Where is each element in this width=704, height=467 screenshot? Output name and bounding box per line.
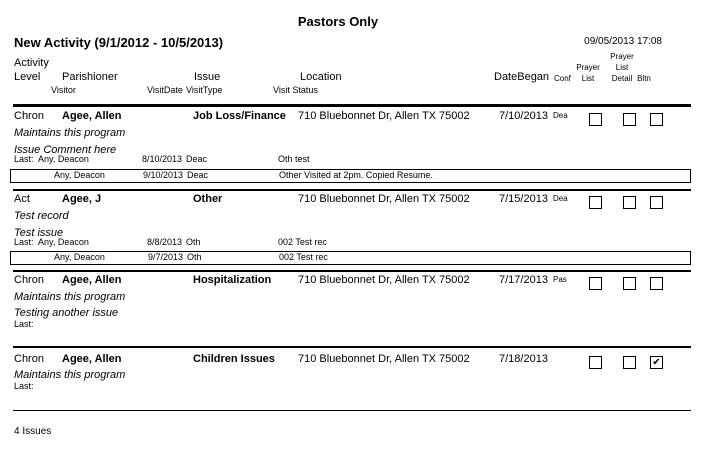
col-prayer-list-line2: List	[581, 74, 595, 83]
col-location: Location	[300, 71, 342, 83]
last-label: Last:	[14, 319, 34, 329]
activity-level: Chron	[14, 274, 44, 286]
boxed-visit-visitor: Any, Deacon	[54, 252, 105, 262]
record-separator	[13, 270, 691, 272]
last-label: Last:	[14, 154, 34, 164]
boxed-visit-status: Other Visited at 2pm. Copied Resume.	[279, 170, 433, 180]
prayer-list-checkbox[interactable]	[589, 196, 602, 209]
location-text: 710 Bluebonnet Dr, Allen TX 75002	[298, 353, 470, 365]
prayer-list-checkbox[interactable]	[589, 113, 602, 126]
col-parishioner: Parishioner	[62, 71, 118, 83]
boxed-visit-date: 9/10/2013	[142, 170, 183, 180]
activity-level: Chron	[14, 110, 44, 122]
location-text: 710 Bluebonnet Dr, Allen TX 75002	[298, 193, 470, 205]
boxed-visit-visitor: Any, Deacon	[54, 170, 105, 180]
bltn-checkbox[interactable]	[650, 277, 663, 290]
prayer-detail-checkbox[interactable]	[623, 277, 636, 290]
issue-name: Job Loss/Finance	[193, 110, 286, 122]
issue-name: Other	[193, 193, 223, 205]
col-prayer-detail-line1: Prayer	[610, 52, 634, 61]
col-visit-date: VisitDate	[147, 85, 183, 95]
comment-line-1: Maintains this program	[14, 369, 126, 381]
col-bltn: Bltn	[637, 74, 651, 83]
col-conf: Conf	[554, 74, 571, 83]
conf-code: Pas	[553, 275, 567, 284]
location-text: 710 Bluebonnet Dr, Allen TX 75002	[298, 274, 470, 286]
comment-line-1: Test record	[14, 210, 69, 222]
col-prayer-list-line1: Prayer	[576, 63, 600, 72]
col-prayer-detail-line2: List	[615, 63, 629, 72]
col-visitor: Visitor	[51, 85, 76, 95]
header-rule	[13, 104, 691, 107]
prayer-detail-checkbox[interactable]	[623, 113, 636, 126]
report-title: New Activity (9/1/2012 - 10/5/2013)	[14, 35, 224, 50]
col-prayer-detail-line3: Detail	[611, 74, 633, 83]
comment-line-2: Testing another issue	[14, 307, 119, 319]
prayer-detail-checkbox[interactable]	[623, 196, 636, 209]
bltn-checkbox[interactable]: ✔	[650, 356, 663, 369]
conf-code: Dea	[553, 194, 568, 203]
prayer-detail-checkbox[interactable]	[623, 356, 636, 369]
recent-visit-box	[10, 251, 691, 265]
prayer-list-checkbox[interactable]	[589, 356, 602, 369]
date-began-value: 7/17/2013	[499, 274, 548, 286]
record-separator	[13, 346, 691, 348]
bltn-checkbox[interactable]	[650, 113, 663, 126]
col-visit-type: VisitType	[186, 85, 223, 95]
col-activity-line2: Level	[14, 71, 41, 83]
report-timestamp: 09/05/2013 17:08	[584, 36, 662, 47]
comment-line-1: Maintains this program	[14, 291, 126, 303]
activity-level: Chron	[14, 353, 44, 365]
last-visit-date: 8/8/2013	[146, 237, 182, 247]
date-began-value: 7/15/2013	[499, 193, 548, 205]
issue-count: 4 Issues	[14, 426, 52, 437]
last-visit-status: Oth test	[278, 154, 310, 164]
last-label: Last:	[14, 381, 34, 391]
date-began-value: 7/10/2013	[499, 110, 548, 122]
page-title: Pastors Only	[297, 14, 379, 29]
col-date-began: DateBegan	[494, 71, 550, 83]
location-text: 710 Bluebonnet Dr, Allen TX 75002	[298, 110, 470, 122]
last-visit-date: 8/10/2013	[141, 154, 182, 164]
last-visit-type: Oth	[186, 237, 201, 247]
col-issue: Issue	[194, 71, 221, 83]
comment-line-1: Maintains this program	[14, 127, 126, 139]
last-visit-visitor: Any, Deacon	[38, 154, 89, 164]
boxed-visit-status: 002 Test rec	[279, 252, 328, 262]
last-visit-status: 002 Test rec	[278, 237, 327, 247]
issue-name: Children Issues	[193, 353, 275, 365]
last-visit-visitor: Any, Deacon	[38, 237, 89, 247]
last-visit-type: Deac	[186, 154, 208, 164]
record-separator	[13, 410, 691, 411]
boxed-visit-type: Oth	[187, 252, 202, 262]
issue-name: Hospitalization	[193, 274, 272, 286]
parishioner-name: Agee, Allen	[62, 274, 122, 286]
col-activity-line1: Activity	[14, 57, 49, 69]
parishioner-name: Agee, Allen	[62, 110, 122, 122]
record-separator	[13, 189, 691, 191]
recent-visit-box	[10, 169, 691, 183]
parishioner-name: Agee, Allen	[62, 353, 122, 365]
activity-level: Act	[14, 193, 30, 205]
comment-line-2: Test issue	[14, 227, 64, 239]
last-label: Last:	[14, 237, 34, 247]
date-began-value: 7/18/2013	[499, 353, 548, 365]
prayer-list-checkbox[interactable]	[589, 277, 602, 290]
conf-code: Dea	[553, 111, 568, 120]
bltn-checkbox[interactable]	[650, 196, 663, 209]
comment-line-2: Issue Comment here	[14, 144, 117, 156]
boxed-visit-type: Deac	[187, 170, 209, 180]
parishioner-name: Agee, J	[62, 193, 102, 205]
col-visit-status: Visit Status	[273, 85, 318, 95]
boxed-visit-date: 9/7/2013	[147, 252, 183, 262]
